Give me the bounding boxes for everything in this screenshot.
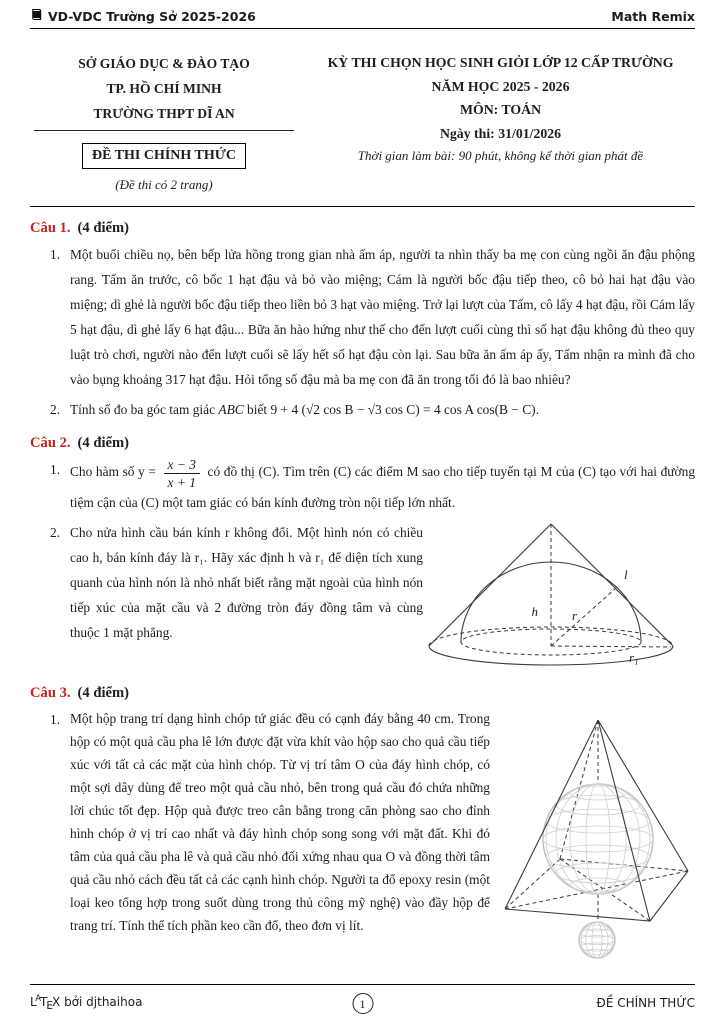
latex-logo-e: E [46, 1000, 53, 1012]
question-2-heading [30, 435, 695, 452]
question-1-item-1 [50, 242, 695, 392]
cone-label-h: h [531, 604, 538, 619]
exam-title: KỲ THI CHỌN HỌC SINH GIỎI LỚP 12 CẤP TRƯỜNG [327, 55, 674, 70]
credit-text: bởi djthaihoa [64, 995, 143, 1009]
item-number: 1. [50, 462, 61, 477]
pages-note: (Đề thi có 2 trang) [115, 177, 213, 192]
title-block [30, 51, 695, 193]
school-block [30, 51, 298, 193]
exam-duration: Thời gian làm bài: 90 phút, không kể thời gian phát đề [357, 148, 644, 163]
cone-label-r: r [572, 608, 578, 623]
fraction-denominator: x + 1 [167, 475, 196, 490]
item-text: Cho hàm số y = [70, 464, 156, 479]
question-2-item-2 [50, 520, 695, 672]
item-number: 2. [50, 402, 61, 417]
item-text: Tính số đo ba góc tam giác [70, 402, 216, 417]
latex-logo-t: T [40, 995, 48, 1009]
question-1-item-1-text: Một buổi chiều nọ, bên bếp lửa hồng trong gian nhà ấm áp, người ta nhìn thấy ba mẹ con cùng ngồi ăn đậu phộng rang. Tấm ăn trước, cô bốc 1 hạt đậu và bỏ vào miệng; Cám là người bốc đậu tiếp theo, cô bỏ hai hạt đậu vào miệng; dì ghẻ là người bốc đậu tiếp theo liền bỏ 3 hạt vào miệng. Trở lại lượt của Tấm, cô lấy 4 hạt đậu, rồi Cám lấy 5 hạt đậu, dì ghẻ lấy 6 hạt đậu... Bữa ăn hào hứng như thế cho đến lượt cuối cùng thì số hạt đậu không đủ theo quy luật trò chơi, người nào đến lượt cuối sẽ lấy hết số hạt đậu còn lại. Sau bữa ăn ấm áp ấy, Tấm nhận ra mình đã cho vào bụng khoảng 317 hạt đậu. Hỏi tổng số đậu mà ba mẹ con đã ăn trong tối đó là bao nhiêu? [70, 247, 695, 387]
question-2-item-1 [50, 457, 695, 515]
fraction-numerator: x − 3 [164, 457, 200, 474]
page-number: 1 [352, 993, 373, 1014]
school-name: TRƯỜNG THPT DĨ AN [93, 106, 235, 121]
pyramid-spheres-figure [490, 697, 695, 977]
department-name: SỞ GIÁO DỤC & ĐÀO TẠO [78, 56, 250, 71]
header-divider [30, 206, 695, 207]
school-divider [34, 130, 294, 131]
question-3-items [50, 707, 695, 977]
fraction [164, 457, 200, 490]
exam-block [298, 51, 695, 193]
math-variable: ABC [218, 402, 244, 417]
question-2-item-1-text [70, 457, 695, 515]
city-name: TP. HỒ CHÍ MINH [106, 81, 222, 96]
question-2-item-2-text: Cho nửa hình cầu bán kính r không đổi. Một hình nón có chiều cao h, bán kính đáy là r₁. Hãy xác định h và r₁ để diện tích xung quanh của hình nón là nhỏ nhất biết rằng mặt ngoài của hình nón tiếp xúc của mặt cầu và 2 đường tròn đáy đồng tâm và cùng thuộc 1 mặt phẳng. [70, 525, 423, 640]
item-number: 2. [50, 525, 61, 540]
item-text: có đồ thị (C). Tìm trên (C) các điểm M sao cho tiếp tuyến tại M của (C) tạo với hai đường tiệm cận của (C) một tam giác có bán kính đường tròn nội tiếp lớn nhất. [70, 464, 696, 510]
cone-label-r1: r₁ [629, 650, 639, 665]
question-1-items [50, 242, 695, 422]
official-exam-box: ĐỀ THI CHÍNH THỨC [82, 143, 246, 169]
latex-logo-l: L [30, 995, 37, 1009]
footer-right-label: ĐỀ CHÍNH THỨC [596, 996, 695, 1010]
question-3-item-1-text: Một hộp trang trí dạng hình chóp tứ giác đều có cạnh đáy bằng 40 cm. Trong hộp có một quả cầu pha lê lớn được đặt vừa khít vào hộp sao cho quả cầu tiếp xúc với tất cả các mặt của hình chóp. Từ vị trí tâm O của đáy hình chóp, có một sợi dây dùng để treo một quả cầu nhỏ, bên trong quả cầu đó chứa những lời chúc tốt đẹp. Hộp quà được treo cân bằng trong căn phòng sao cho đỉnh hình chóp ở vị trí cao nhất và đáy hình chóp song song với mặt đất. Khi đó tâm của quả cầu pha lê và quả cầu nhỏ đối xứng nhau qua O và đồng thời tâm quả cầu nhỏ cách đều tất cả các cạnh hình chóp. Người ta đổ epoxy resin (một loại keo tổng hợp trong suốt dùng trong thủ công mỹ nghệ) vào đầy hộp để trang trí. Tính thể tích phần keo cần đổ, theo đơn vị lít. [70, 711, 490, 933]
exam-date: Ngày thi: 31/01/2026 [439, 125, 562, 141]
equation: 9 + 4 (√2 cos B − √3 cos C) = 4 cos A cos(B − C). [270, 402, 539, 417]
question-3-label: Câu 3. [30, 685, 71, 701]
page-footer [30, 984, 695, 1012]
question-2-label: Câu 2. [30, 435, 71, 451]
question-1-item-2 [50, 397, 695, 422]
question-3-item-1 [50, 707, 695, 977]
question-2-points: (4 điểm) [77, 435, 130, 451]
cone-label-l: l [624, 567, 628, 582]
question-1-heading [30, 220, 695, 237]
question-1-points: (4 điểm) [77, 220, 130, 236]
header-right-title: Math Remix [611, 8, 695, 24]
running-header [30, 8, 695, 29]
item-text: biết [247, 402, 268, 417]
exam-subject: MÔN: TOÁN [459, 102, 542, 117]
question-1-label: Câu 1. [30, 220, 71, 236]
item-number: 1. [50, 712, 61, 727]
latex-credit [30, 994, 142, 1012]
question-1-item-2-text [70, 397, 695, 422]
book-icon [30, 8, 43, 24]
item-number: 1. [50, 247, 61, 262]
exam-year: NĂM HỌC 2025 - 2026 [431, 78, 570, 94]
latex-logo-x: X [52, 995, 61, 1009]
question-2-items [50, 457, 695, 672]
cone-hemisphere-figure [423, 516, 695, 672]
question-3-points: (4 điểm) [77, 685, 130, 701]
header-left-title: VD-VDC Trường Sở 2025-2026 [48, 8, 256, 24]
latex-logo-a: A [35, 994, 42, 1004]
